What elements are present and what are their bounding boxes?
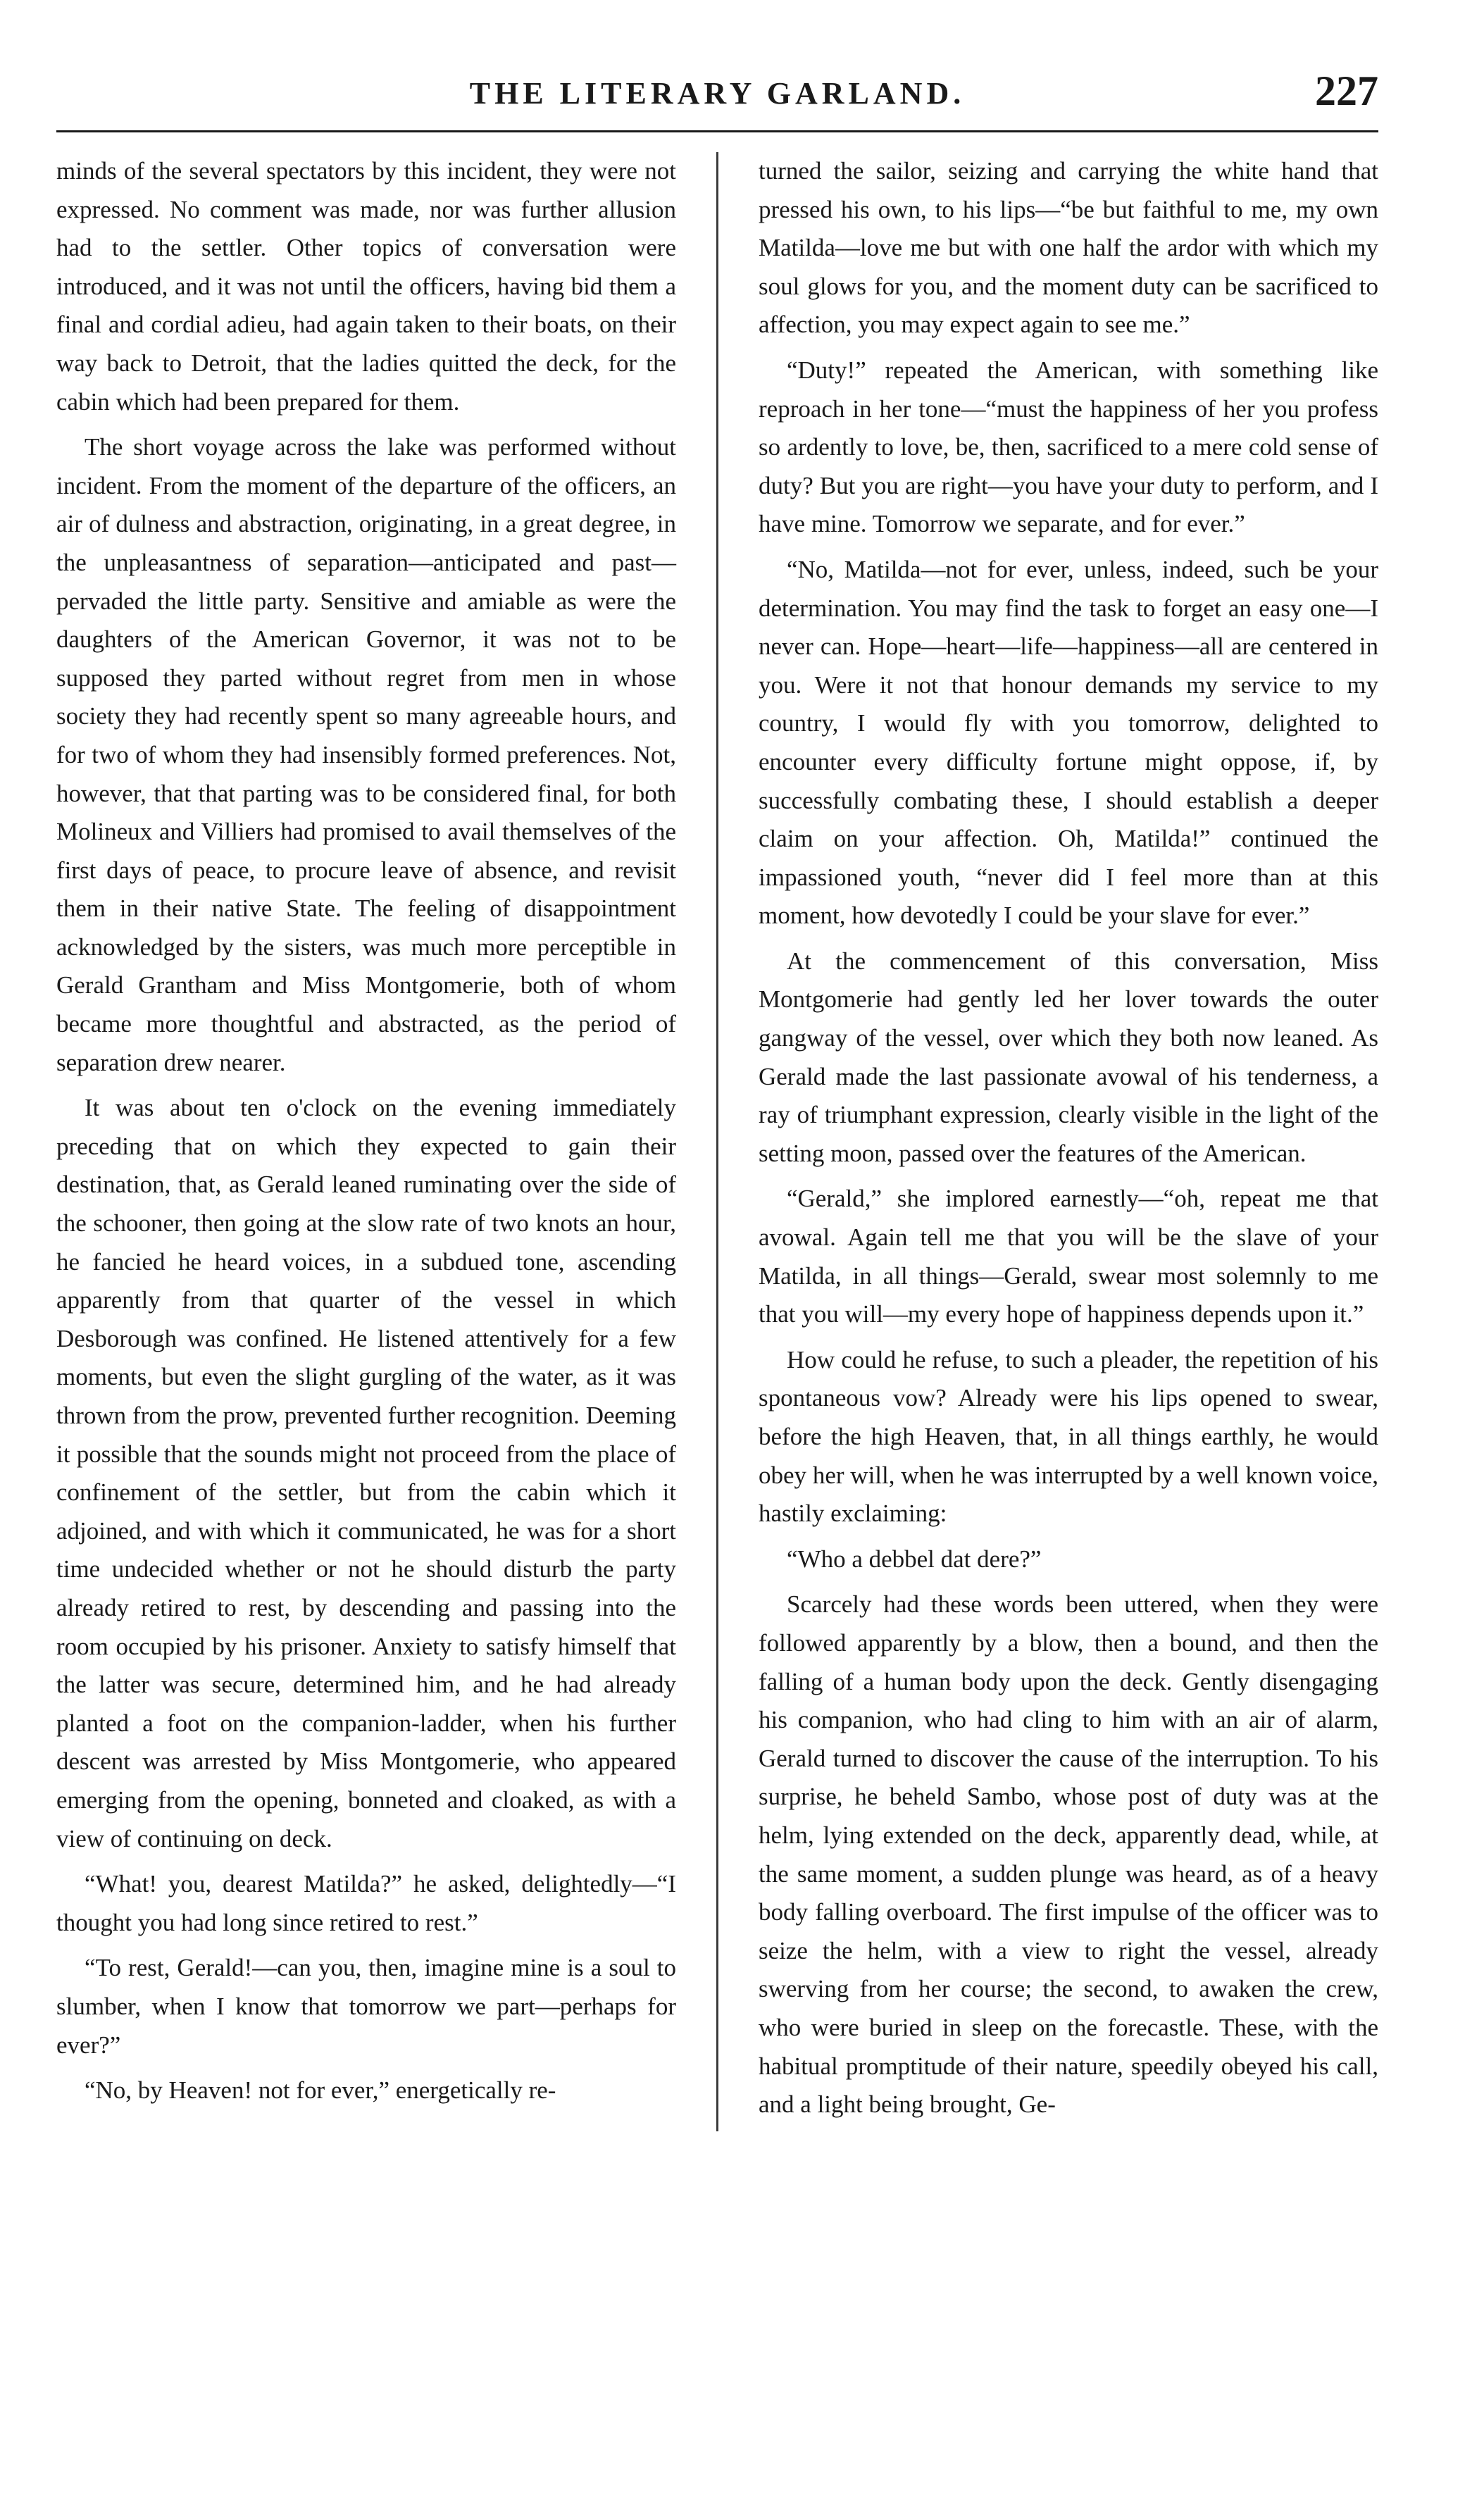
- paragraph: How could he refuse, to such a pleader, the repetition of his spontaneous vow? Already were his lips opened to swear, before the high Heaven, that, in all things earthly, he would obey her will, when he was interrupted by a well known voice, hastily exclaiming:: [759, 1345, 1378, 1528]
- paragraph: “To rest, Gerald!—can you, then, imagine mine is a soul to slumber, when I know that tomorrow we part—perhaps for ever?”: [56, 1954, 676, 2059]
- paragraph: It was about ten o'clock on the evening immediately preceding that on which they expected to gain their destination, that, as Gerald leaned ruminating over the side of the schooner, then going at the slow rate of two knots an hour, he fancied he heard voices, in a subdued tone, ascending apparently from that quarter of the vessel in which Desborough was confined. He listened attentively for a few moments, but even the slight gurgling of the water, as it was thrown from the prow, prevented further recognition. Deeming it possible that the sounds might not proceed from the place of confinement of the settler, but from the cabin which it adjoined, and with which it communicated, he was for a short time undecided whether or not he should disturb the party already retired to rest, by descending and passing into the room occupied by his prisoner. Anxiety to satisfy himself that the latter was secure, determined him, and he had already planted a foot on the companion-ladder, when his further descent was arrested by Miss Montgomerie, who appeared emerging from the opening, bonneted and cloaked, as with a view of continuing on deck.: [56, 1094, 676, 1852]
- paragraph: “What! you, dearest Matilda?” he asked, delightedly—“I thought you had long since retired to rest.”: [56, 1870, 676, 1936]
- paragraph: “No, by Heaven! not for ever,” energetically re-: [85, 2076, 556, 2105]
- paragraph: “No, Matilda—not for ever, unless, indeed, such be your determination. You may find the task to forget an easy one—I never can. Hope—heart—life—happiness—all are centered in you. Were it not that honour demands my service to my country, I would fly with you tomorrow, delighted to encounter every difficulty fortune might oppose, if, by successfully combating these, I should establish a deeper claim on your affection. Oh, Matilda!” continued the impassioned youth, “never did I feel more than at this moment, how devotedly I could be your slave for ever.”: [759, 555, 1378, 930]
- paragraph: “Who a debbel dat dere?”: [787, 1545, 1042, 1573]
- paragraph: Scarcely had these words been uttered, when they were followed apparently by a blow, then a bound, and then the falling of a human body upon the deck. Gently disengaging his companion, who had cling to him with an air of alarm, Gerald turned to discover the cause of the interruption. To his surprise, he beheld Sambo, whose post of duty was at the helm, lying extended on the deck, apparently dead, while, at the same moment, a sudden plunge was heard, as of a heavy body falling overboard. The first impulse of the officer was to seize the helm, with a view to right the vessel, already swerving from her course; the second, to awaken the crew, who were buried in sleep on the forecastle. These, with the habitual promptitude of their nature, speedily obeyed his call, and a light being brought, Ge-: [759, 1590, 1378, 2119]
- paragraph: The short voyage across the lake was performed without incident. From the moment of the departure of the officers, an air of dulness and abstraction, originating, in a great degree, in the unpleasantness of separation—anticipated and past—pervaded the little party. Sensitive and amiable as were the daughters of the American Governor, it was not to be supposed they parted without regret from men in whose society they had recently spent so many agreeable hours, and for two of whom they had insensibly formed preferences. Not, however, that that parting was to be considered final, for both Molineux and Villiers had promised to avail themselves of the first days of peace, to procure leave of absence, and revisit them in their native State. The feeling of disappointment acknowledged by the sisters, was much more perceptible in Gerald Grantham and Miss Montgomerie, both of whom became more thoughtful and abstracted, as the period of separation drew nearer.: [56, 433, 676, 1076]
- paragraph: minds of the several spectators by this incident, they were not expressed. No comment was made, nor was further allusion had to the settler. Other topics of conversation were introduced, and it was not until the officers, having bid them a final and cordial adieu, had again taken to their boats, on their way back to Detroit, that the ladies quitted the deck, for the cabin which had been prepared for them.: [56, 157, 676, 416]
- paragraph: “Duty!” repeated the American, with something like reproach in her tone—“must the happiness of her you profess so ardently to love, be, then, sacrificed to a mere cold sense of duty? But you are right—you have your duty to perform, and I have mine. Tomorrow we separate, and for ever.”: [759, 356, 1378, 538]
- left-column: [56, 152, 676, 2131]
- page-header: [56, 67, 1378, 132]
- right-column: [759, 152, 1378, 2131]
- column-divider: [716, 152, 718, 2131]
- text-columns: [56, 152, 1378, 2131]
- running-title: THE LITERARY GARLAND.: [469, 76, 966, 111]
- paragraph: At the commencement of this conversation, Miss Montgomerie had gently led her lover towards the outer gangway of the vessel, over which they both now leaned. As Gerald made the last passionate avowal of his tenderness, a ray of triumphant expression, clearly visible in the light of the setting moon, passed over the features of the American.: [759, 947, 1378, 1167]
- paragraph: turned the sailor, seizing and carrying the white hand that pressed his own, to his lips—“be but faithful to me, my own Matilda—love me but with one half the ardor with which my soul glows for you, and the moment duty can be sacrificed to affection, you may expect again to see me.”: [759, 157, 1378, 339]
- page-number: 227: [1315, 68, 1378, 114]
- paragraph: “Gerald,” she implored earnestly—“oh, repeat me that avowal. Again tell me that you will be the slave of your Matilda, in all things—Gerald, swear most solemnly to me that you will—my every hope of happiness depends upon it.”: [759, 1185, 1378, 1328]
